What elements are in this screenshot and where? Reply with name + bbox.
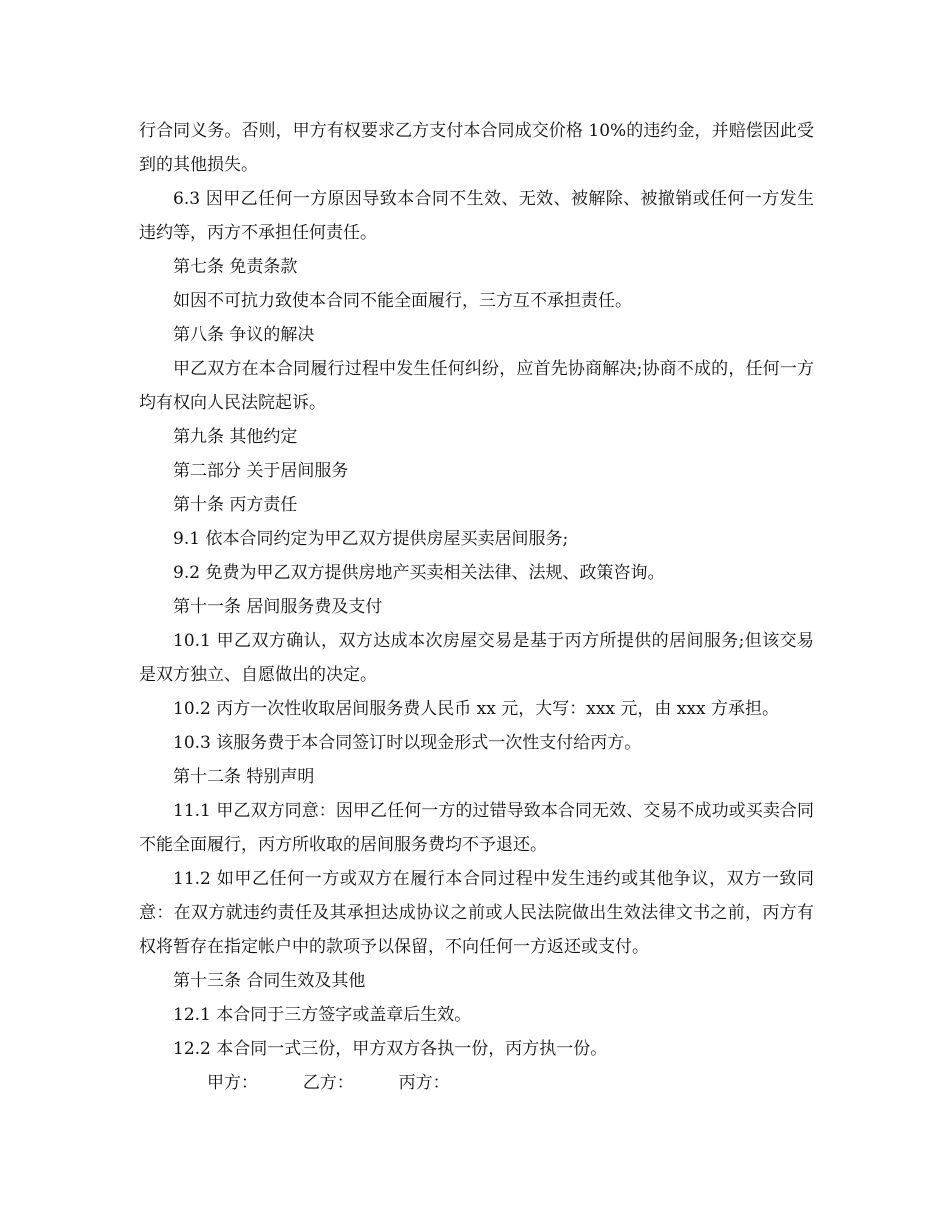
clause-11-1: 11.1 甲乙双方同意：因甲乙任何一方的过错导致本合同无效、交易不成功或买卖合同不能全面履行，丙方所收取的居间服务费均不予退还。 <box>139 801 814 855</box>
article-7-heading: 第七条 免责条款 <box>173 257 298 277</box>
signature-party-a: 甲方： <box>207 1073 258 1093</box>
clause-10-1: 10.1 甲乙双方确认，双方达成本次房屋交易是基于丙方所提供的居间服务;但该交易是双方独立、自愿做出的决定。 <box>139 631 814 685</box>
clause-9-2: 9.2 免费为甲乙双方提供房地产买卖相关法律、法规、政策咨询。 <box>173 563 665 583</box>
signature-line <box>139 1066 814 1100</box>
article-12-heading: 第十二条 特别声明 <box>173 767 315 787</box>
clause-6-3: 6.3 因甲乙任何一方原因导致本合同不生效、无效、被解除、被撤销或任何一方发生违约等，丙方不承担任何责任。 <box>139 189 814 243</box>
article-11-heading: 第十一条 居间服务费及支付 <box>173 597 383 617</box>
clause-12-2: 12.2 本合同一式三份，甲方双方各执一份，丙方执一份。 <box>173 1039 608 1059</box>
paragraph-obligation-continued: 行合同义务。否则，甲方有权要求乙方支付本合同成交价格 10%的违约金，并赔偿因此受到的其他损失。 <box>139 121 814 175</box>
article-10-heading: 第十条 丙方责任 <box>173 495 298 515</box>
signature-party-b: 乙方： <box>302 1073 354 1093</box>
contract-body <box>139 114 814 1100</box>
article-9-heading: 第九条 其他约定 <box>173 427 298 447</box>
clause-10-2: 10.2 丙方一次性收取居间服务费人民币 xx 元，大写：xxx 元，由 xxx 方承担。 <box>173 699 779 719</box>
part-2-heading: 第二部分 关于居间服务 <box>173 461 349 481</box>
clause-11-2: 11.2 如甲乙任何一方或双方在履行本合同过程中发生违约或其他争议，双方一致同意：在双方就违约责任及其承担达成协议之前或人民法院做出生效法律文书之前，丙方有权将暂存在指定帐户中的款项予以保留，不向任何一方返还或支付。 <box>139 869 814 957</box>
clause-9-1: 9.1 依本合同约定为甲乙双方提供房屋买卖居间服务; <box>173 529 569 549</box>
clause-12-1: 12.1 本合同于三方签字或盖章后生效。 <box>173 1005 472 1025</box>
clause-10-3: 10.3 该服务费于本合同签订时以现金形式一次性支付给丙方。 <box>173 733 642 753</box>
signature-party-c: 丙方： <box>398 1073 450 1093</box>
article-7-text: 如因不可抗力致使本合同不能全面履行，三方互不承担责任。 <box>173 291 632 311</box>
article-8-heading: 第八条 争议的解决 <box>173 325 315 345</box>
article-8-text: 甲乙双方在本合同履行过程中发生任何纠纷，应首先协商解决;协商不成的，任何一方均有权向人民法院起诉。 <box>139 359 814 413</box>
article-13-heading: 第十三条 合同生效及其他 <box>173 971 366 991</box>
